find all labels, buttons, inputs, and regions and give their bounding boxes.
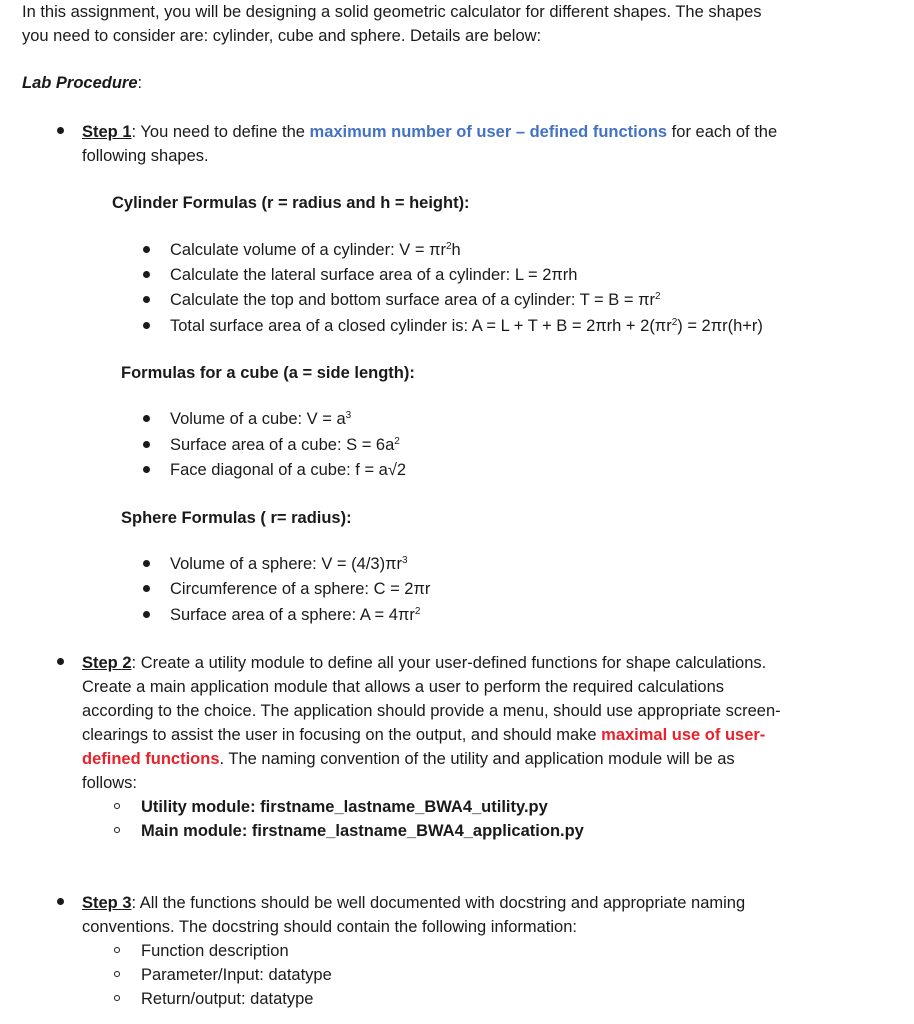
- hollow-bullet-icon: [114, 995, 120, 1001]
- step2-line-3: according to the choice. The application should provide a menu, should use appropriate screen-: [82, 702, 781, 720]
- main-module: Main module: firstname_lastname_BWA4_application.py: [141, 822, 584, 840]
- bullet-icon: [57, 127, 64, 134]
- bullet-icon: [143, 466, 150, 473]
- cube-item: Face diagonal of a cube: f = a√2: [170, 461, 407, 479]
- cylinder-item: Calculate the lateral surface area of a cylinder: L = 2πrh: [170, 266, 578, 284]
- hollow-bullet-icon: [114, 827, 120, 833]
- cylinder-item: Calculate volume of a cylinder: $V = \pi r^2h$: [170, 241, 461, 259]
- step2-label: Step 2: [82, 654, 132, 672]
- step1-label: Step 1: [82, 123, 132, 141]
- step2-line-4: clearings to assist the user in focusing on the output, and should make maximal use of user-: [82, 726, 766, 744]
- bullet-icon: [143, 415, 150, 422]
- step1-line-1: [82, 120, 777, 144]
- bullet-icon: [57, 898, 64, 905]
- cube-item: Volume of a cube: $V = a^3$: [170, 410, 352, 428]
- step2-line-2: Create a main application module that allows a user to perform the required calculations: [82, 678, 725, 696]
- step3-line-1: Step 3: All the functions should be well documented with docstring and appropriate naming: [82, 894, 746, 912]
- bullet-icon: [143, 611, 150, 618]
- step2-line-6: follows:: [82, 774, 138, 792]
- step2-line-5: defined functions. The naming convention of the utility and application module will be as: [82, 750, 735, 768]
- hollow-bullet-icon: [114, 971, 120, 977]
- cylinder-total: Total surface area of a closed cylinder is: $A = L + T + B = 2\pi rh + 2(\pi r^2) = 2\pi r(h+r)$: [170, 317, 763, 335]
- hollow-bullet-icon: [114, 947, 120, 953]
- bullet-icon: [143, 322, 150, 329]
- sphere-item: Surface area of a sphere: $A = 4\pi r^2$: [170, 606, 421, 624]
- docstring-item: Parameter/Input: datatype: [141, 966, 332, 984]
- bullet-icon: [143, 441, 150, 448]
- bullet-icon: [143, 246, 150, 253]
- lab-procedure-heading: Lab Procedure:: [22, 74, 143, 92]
- step1-text-before: : You need to define the: [131, 123, 310, 141]
- cylinder-item: Calculate the top and bottom surface area of a cylinder: $T = B = \pi r^2$: [170, 291, 661, 309]
- intro-line-2: you need to consider are: cylinder, cube and sphere. Details are below:: [22, 27, 542, 45]
- sphere-heading: Sphere Formulas ( r= radius):: [121, 509, 352, 527]
- bullet-icon: [143, 271, 150, 278]
- bullet-icon: [143, 296, 150, 303]
- sphere-item: Circumference of a sphere: C = 2πr: [170, 580, 431, 598]
- bullet-icon: [143, 560, 150, 567]
- bullet-icon: [57, 658, 64, 665]
- docstring-item: Function description: [141, 942, 289, 960]
- step1-line-2: following shapes.: [82, 147, 209, 165]
- bullet-icon: [143, 585, 150, 592]
- sphere-item: Volume of a sphere: $V = (4/3)\pi r^3$: [170, 555, 408, 573]
- cube-item: Surface area of a cube: $S = 6a^2$: [170, 436, 400, 454]
- intro-line-1: In this assignment, you will be designing a solid geometric calculator for different shapes. The shapes: [22, 3, 762, 21]
- hollow-bullet-icon: [114, 803, 120, 809]
- step1-text-after: for each of the: [667, 123, 778, 141]
- docstring-item: Return/output: datatype: [141, 990, 314, 1008]
- step2-line-1: Step 2: Create a utility module to define all your user-defined functions for shape calculations.: [82, 654, 767, 672]
- step1-highlight: maximum number of user – defined functions: [309, 123, 668, 141]
- step3-label: Step 3: [82, 894, 132, 912]
- lab-procedure-label: Lab Procedure: [22, 74, 138, 92]
- cylinder-heading: Cylinder Formulas (r = radius and h = height):: [112, 194, 470, 212]
- step3-line-2: conventions. The docstring should contain the following information:: [82, 918, 577, 936]
- utility-module: Utility module: firstname_lastname_BWA4_utility.py: [141, 798, 548, 816]
- cube-heading: Formulas for a cube (a = side length):: [121, 364, 415, 382]
